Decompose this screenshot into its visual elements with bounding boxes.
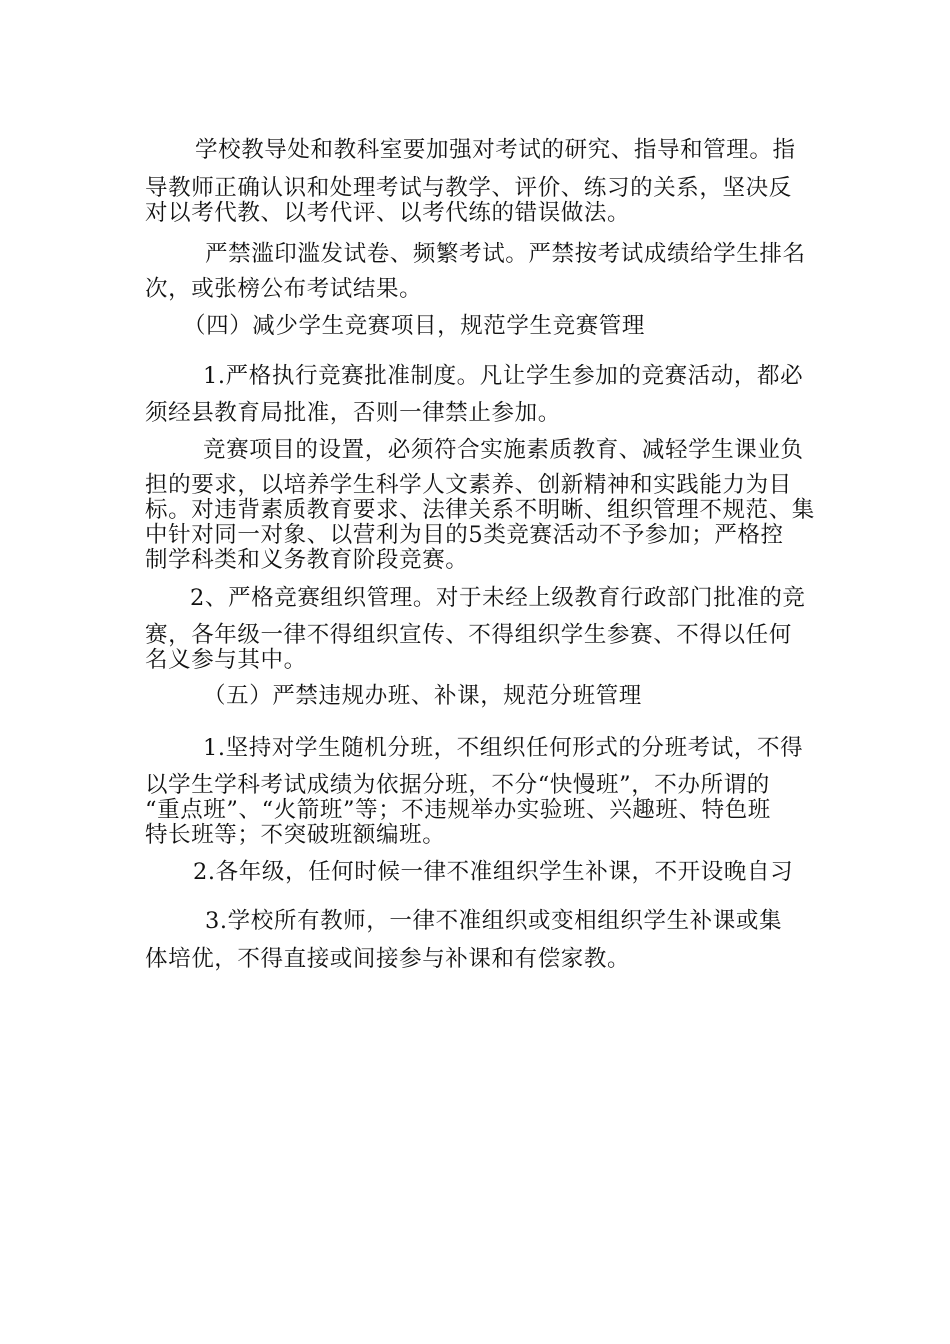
text-line: 2、严格竞赛组织管理。对于未经上级教育行政部门批准的竞 — [190, 585, 806, 611]
text-line: 以学生学科考试成绩为依据分班，不分“快慢班”，不办所谓的 — [145, 772, 770, 798]
text-line: 学校教导处和教科室要加强对考试的研究、指导和管理。指 — [195, 137, 796, 163]
text-line: 须经县教育局批准，否则一律禁止参加。 — [145, 400, 561, 426]
text-line: 赛，各年级一律不得组织宣传、不得组织学生参赛、不得以任何 — [145, 622, 792, 648]
text-line: 名义参与其中。 — [145, 647, 307, 673]
text-line: “重点班”、“火箭班”等；不违规举办实验班、兴趣班、特色班 — [145, 797, 771, 823]
text-line: 严禁滥印滥发试卷、频繁考试。严禁按考试成绩给学生排名 — [205, 241, 806, 267]
text-line: 1.严格执行竞赛批准制度。凡让学生参加的竞赛活动，都必 — [203, 363, 804, 389]
text-line: 次，或张榜公布考试结果。 — [145, 276, 423, 302]
text-line: 中针对同一对象、以营利为目的5类竞赛活动不予参加；严格控 — [145, 522, 784, 548]
text-line: 3.学校所有教师，一律不准组织或变相组织学生补课或集 — [205, 908, 783, 934]
text-line: 制学科类和义务教育阶段竞赛。 — [145, 547, 469, 573]
text-line: 竞赛项目的设置，必须符合实施素质教育、减轻学生课业负 — [203, 437, 804, 463]
text-line: 担的要求，以培养学生科学人文素养、创新精神和实践能力为目 — [145, 472, 792, 498]
section-heading: （四）减少学生竞赛项目，规范学生竞赛管理 — [183, 313, 646, 339]
section-heading: （五）严禁违规办班、补课，规范分班管理 — [203, 683, 642, 709]
text-line: 体培优，不得直接或间接参与补课和有偿家教。 — [145, 946, 631, 972]
text-line: 特长班等；不突破班额编班。 — [145, 822, 446, 848]
text-line: 2.各年级，任何时候一律不准组织学生补课，不开设晚自习 — [193, 859, 794, 885]
text-line: 标。对违背素质教育要求、法律关系不明晰、组织管理不规范、集 — [145, 497, 815, 523]
text-line: 对以考代教、以考代评、以考代练的错误做法。 — [145, 200, 631, 226]
text-line: 导教师正确认识和处理考试与教学、评价、练习的关系，坚决反 — [145, 175, 792, 201]
text-line: 1.坚持对学生随机分班，不组织任何形式的分班考试，不得 — [203, 735, 804, 761]
